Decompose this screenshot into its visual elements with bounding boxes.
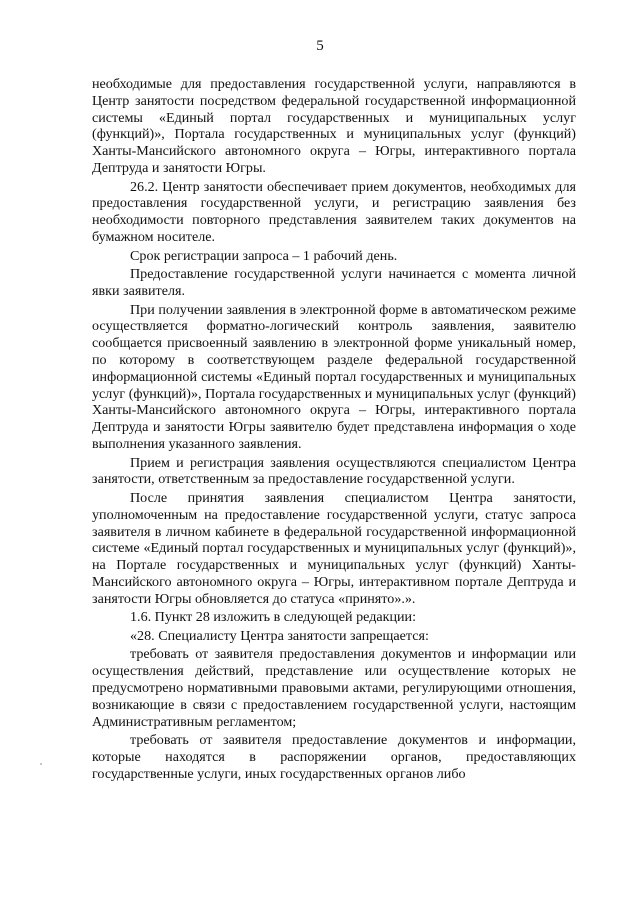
paragraph: «28. Специалисту Центра занятости запрещается:	[130, 627, 429, 644]
paragraph: При получении заявления в электронной форме в автоматическом режиме осуществляется форматно-логический контроль заявления, заявителю сообщается присвоенный заявлению в электронной форме уникальный номер, по которому в соответствующем разделе федеральной государственной информационной системы «Единый портал государственных и муниципальных услуг (функций)», Портала государственных и муниципальных услуг (функций) Ханты-Мансийского автономного округа – Югры, интерактивного портала Дептруда и занятости Югры заявителю будет представлена информация о ходе выполнения указанного заявления.	[92, 301, 576, 452]
document-body	[92, 76, 576, 784]
paragraph: 1.6. Пункт 28 изложить в следующей редакции:	[130, 609, 417, 626]
paragraph: 26.2. Центр занятости обеспечивает прием документов, необходимых для предоставления государственной услуги, и регистрацию заявления без необходимости повторного представления заявителем таких документов на бумажном носителе.	[92, 178, 576, 245]
paragraph: Прием и регистрация заявления осуществляются специалистом Центра занятости, ответственным за предоставление государственной услуги.	[92, 454, 576, 488]
paragraph: Предоставление государственной услуги начинается с момента личной явки заявителя.	[92, 266, 576, 299]
paragraph: Срок регистрации запроса – 1 рабочий день.	[130, 247, 398, 264]
scan-speck	[40, 763, 42, 765]
paragraph: требовать от заявителя предоставления документов и информации или осуществления действий, представление или осуществление которых не предусмотрено нормативными правовыми актами, регулирующими отношения, возникающие в связи с предоставлением государственной услуги, настоящим Административным регламентом;	[92, 646, 576, 730]
paragraph: требовать от заявителя предоставление документов и информации, которые находятся в распоряжении органов, предоставляющих государственные услуги, иных государственных органов либо	[92, 732, 576, 782]
paragraph: необходимые для предоставления государственной услуги, направляются в Центр занятости посредством федеральной государственной информационной системы «Единый портал государственных и муниципальных услуг (функций)», Портала государственных и муниципальных услуг (функций) Ханты-Мансийского автономного округа – Югры, интерактивного портала Дептруда и занятости Югры.	[92, 76, 576, 176]
page-number: 5	[316, 38, 324, 54]
paragraph: После принятия заявления специалистом Центра занятости, уполномоченным на предоставление государственной услуги, статус запроса заявителя в личном кабинете в федеральной государственной информационной системе «Единый портал государственных и муниципальных услуг (функций)», на Портале государственных и муниципальных услуг (функций) Ханты-Мансийского автономного округа – Югры, интерактивном портале Дептруда и занятости Югры обновляется до статуса «принято».».	[92, 489, 576, 607]
